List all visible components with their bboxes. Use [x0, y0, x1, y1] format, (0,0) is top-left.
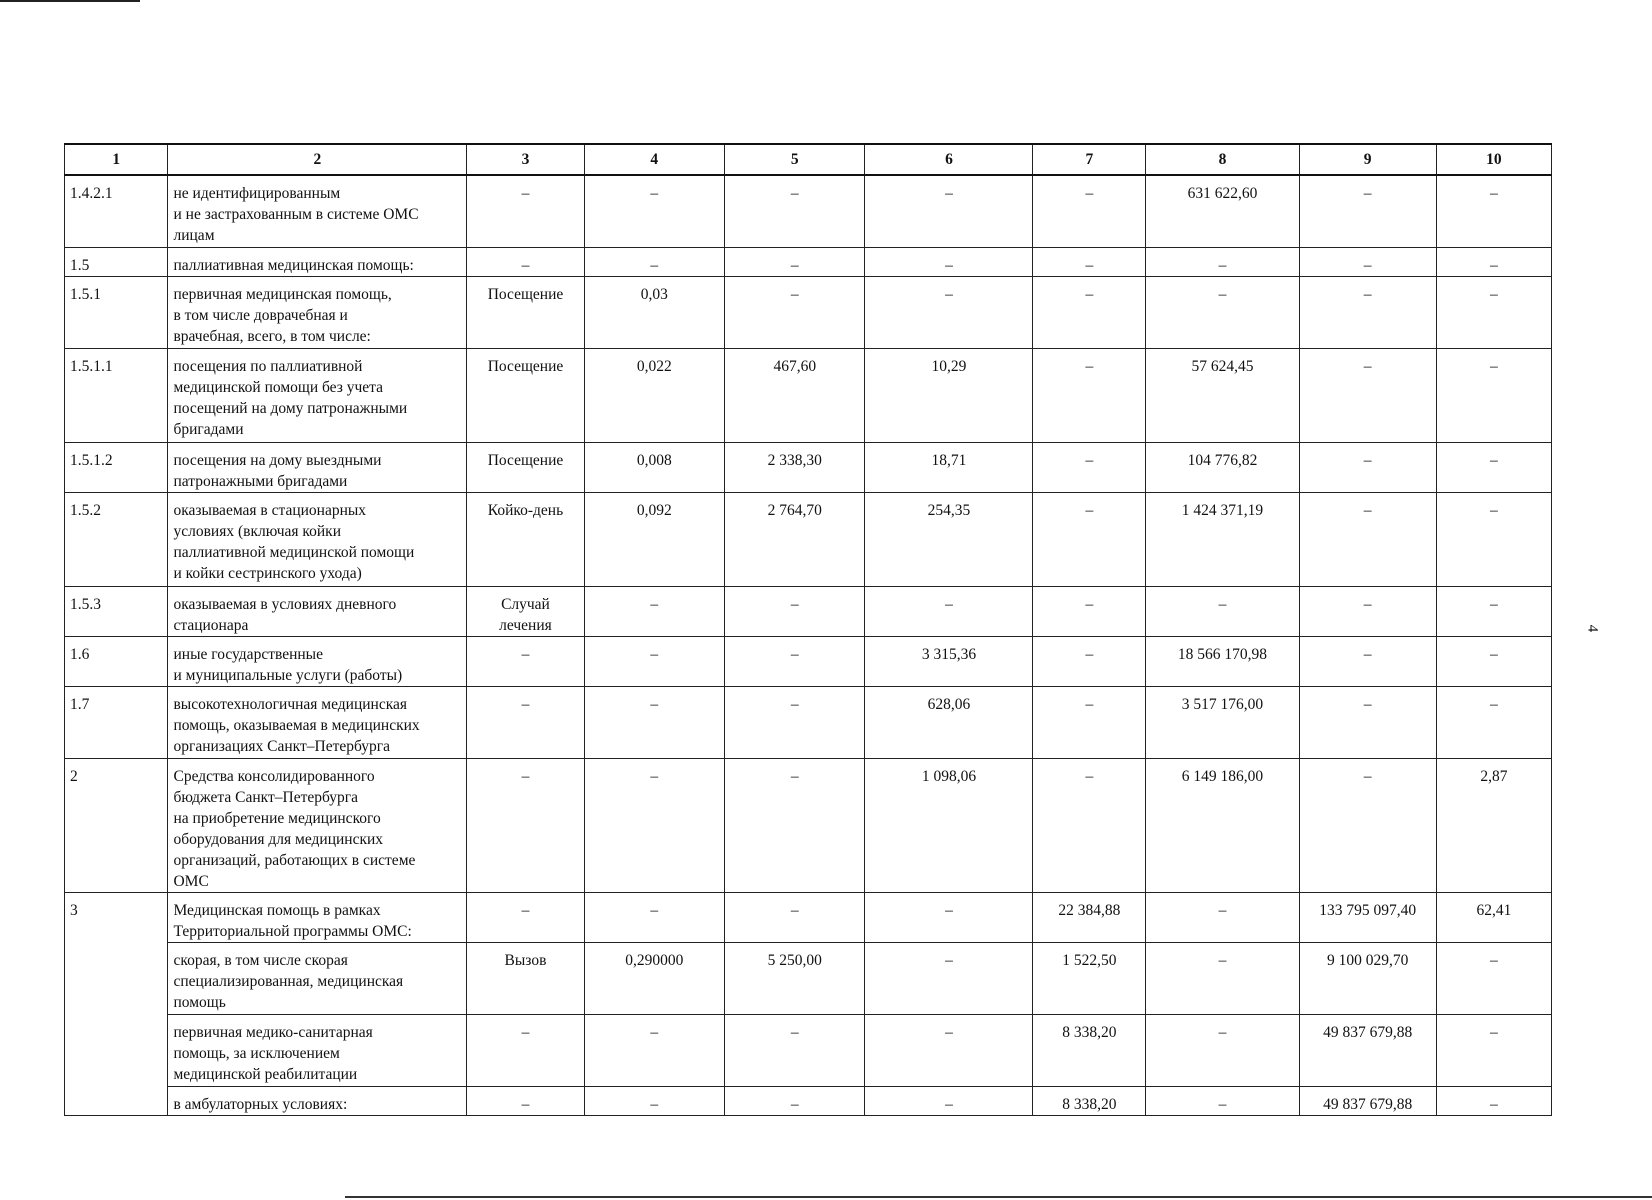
row-value-cell-col5: – — [725, 1086, 865, 1115]
row-value-cell-col7: – — [1033, 758, 1146, 892]
row-description-cell: в амбулаторных условиях: — [168, 1086, 467, 1115]
row-value-cell-col4: 0,008 — [584, 442, 724, 492]
row-value-cell-col10: – — [1436, 686, 1551, 758]
row-code-cell: 1.7 — [65, 686, 168, 758]
row-description-cell: скорая, в том числе скорая специализированная, медицинская помощь — [168, 942, 467, 1014]
row-value-cell-col9: – — [1299, 686, 1436, 758]
row-value-cell-col5: – — [725, 1014, 865, 1086]
row-value-cell-col10: – — [1436, 175, 1551, 247]
row-code-cell: 1.5.1.2 — [65, 442, 168, 492]
row-value-cell-col10: 62,41 — [1436, 892, 1551, 942]
row-value-cell-col6: – — [865, 1086, 1033, 1115]
row-code-cell: 1.4.2.1 — [65, 175, 168, 247]
row-value-cell-col10: – — [1436, 492, 1551, 586]
row-value-cell-col9: – — [1299, 442, 1436, 492]
row-value-cell-col8: – — [1146, 247, 1299, 276]
column-header-9: 9 — [1299, 144, 1436, 175]
row-value-cell-col7: – — [1033, 442, 1146, 492]
column-header-1: 1 — [65, 144, 168, 175]
row-value-cell-col8: – — [1146, 276, 1299, 348]
row-value-cell-col5: – — [725, 758, 865, 892]
table-row — [65, 586, 1552, 636]
row-value-cell-col8: 57 624,45 — [1146, 348, 1299, 442]
row-value-cell-col7: – — [1033, 492, 1146, 586]
table-row — [65, 942, 1552, 1014]
row-value-cell-col6: 254,35 — [865, 492, 1033, 586]
row-description-cell: первичная медицинская помощь, в том числе доврачебная и врачебная, всего, в том числе: — [168, 276, 467, 348]
row-value-cell-col4: 0,022 — [584, 348, 724, 442]
column-header-5: 5 — [725, 144, 865, 175]
row-value-cell-col7: 22 384,88 — [1033, 892, 1146, 942]
row-value-cell-col10: – — [1436, 636, 1551, 686]
row-value-cell-col3: – — [467, 636, 584, 686]
row-code-cell: 1.5.1.1 — [65, 348, 168, 442]
row-value-cell-col10: – — [1436, 586, 1551, 636]
row-value-cell-col4: – — [584, 892, 724, 942]
column-header-8: 8 — [1146, 144, 1299, 175]
column-header-7: 7 — [1033, 144, 1146, 175]
row-value-cell-col4: – — [584, 758, 724, 892]
row-value-cell-col6: 3 315,36 — [865, 636, 1033, 686]
row-value-cell-col9: – — [1299, 636, 1436, 686]
table-row — [65, 175, 1552, 247]
data-table — [64, 143, 1552, 1116]
row-value-cell-col7: – — [1033, 636, 1146, 686]
page-number: 4 — [1584, 624, 1601, 633]
row-value-cell-col10: – — [1436, 1086, 1551, 1115]
row-value-cell-col9: – — [1299, 492, 1436, 586]
column-header-2: 2 — [168, 144, 467, 175]
row-value-cell-col10: – — [1436, 276, 1551, 348]
row-value-cell-col4: 0,290000 — [584, 942, 724, 1014]
row-value-cell-col6: 1 098,06 — [865, 758, 1033, 892]
row-value-cell-col3: – — [467, 892, 584, 942]
table-row — [65, 276, 1552, 348]
row-value-cell-col4: 0,03 — [584, 276, 724, 348]
row-value-cell-col5: 467,60 — [725, 348, 865, 442]
row-value-cell-col8: 3 517 176,00 — [1146, 686, 1299, 758]
table-row — [65, 348, 1552, 442]
row-value-cell-col7: – — [1033, 276, 1146, 348]
row-value-cell-col4: – — [584, 686, 724, 758]
scan-artifact-bottom-line — [345, 1196, 1652, 1198]
row-value-cell-col6: – — [865, 175, 1033, 247]
table-row — [65, 1086, 1552, 1115]
row-value-cell-col9: – — [1299, 586, 1436, 636]
column-header-6: 6 — [865, 144, 1033, 175]
table-row — [65, 247, 1552, 276]
row-code-cell: 2 — [65, 758, 168, 892]
row-value-cell-col7: 8 338,20 — [1033, 1086, 1146, 1115]
row-value-cell-col4: 0,092 — [584, 492, 724, 586]
column-header-4: 4 — [584, 144, 724, 175]
row-value-cell-col5: 5 250,00 — [725, 942, 865, 1014]
scan-artifact-top-line — [0, 0, 140, 2]
row-value-cell-col7: – — [1033, 175, 1146, 247]
row-value-cell-col4: – — [584, 586, 724, 636]
row-value-cell-col6: 10,29 — [865, 348, 1033, 442]
row-value-cell-col5: – — [725, 686, 865, 758]
row-value-cell-col4: – — [584, 636, 724, 686]
row-value-cell-col6: 628,06 — [865, 686, 1033, 758]
table-row — [65, 892, 1552, 942]
row-value-cell-col9: – — [1299, 276, 1436, 348]
row-description-cell: посещения на дому выездными патронажными бригадами — [168, 442, 467, 492]
row-code-cell: 1.5.2 — [65, 492, 168, 586]
row-value-cell-col4: – — [584, 1086, 724, 1115]
row-value-cell-col3: Койко-день — [467, 492, 584, 586]
row-value-cell-col8: – — [1146, 1014, 1299, 1086]
row-value-cell-col4: – — [584, 247, 724, 276]
row-value-cell-col10: 2,87 — [1436, 758, 1551, 892]
row-value-cell-col10: – — [1436, 247, 1551, 276]
table-body — [65, 175, 1552, 1115]
row-value-cell-col4: – — [584, 1014, 724, 1086]
header-row — [65, 144, 1552, 175]
row-value-cell-col6: 18,71 — [865, 442, 1033, 492]
row-value-cell-col7: – — [1033, 247, 1146, 276]
row-value-cell-col9: 49 837 679,88 — [1299, 1086, 1436, 1115]
row-value-cell-col10: – — [1436, 348, 1551, 442]
row-value-cell-col3: – — [467, 247, 584, 276]
row-value-cell-col9: – — [1299, 348, 1436, 442]
row-value-cell-col3: – — [467, 1014, 584, 1086]
row-value-cell-col8: 18 566 170,98 — [1146, 636, 1299, 686]
table-row — [65, 686, 1552, 758]
row-value-cell-col8: – — [1146, 892, 1299, 942]
row-value-cell-col3: Посещение — [467, 348, 584, 442]
row-value-cell-col8: 104 776,82 — [1146, 442, 1299, 492]
row-value-cell-col8: 631 622,60 — [1146, 175, 1299, 247]
row-value-cell-col8: – — [1146, 942, 1299, 1014]
row-value-cell-col3: – — [467, 758, 584, 892]
column-header-10: 10 — [1436, 144, 1551, 175]
row-value-cell-col9: – — [1299, 247, 1436, 276]
row-value-cell-col6: – — [865, 276, 1033, 348]
row-value-cell-col8: – — [1146, 586, 1299, 636]
row-value-cell-col5: 2 764,70 — [725, 492, 865, 586]
row-value-cell-col5: – — [725, 636, 865, 686]
table-row — [65, 636, 1552, 686]
row-value-cell-col10: – — [1436, 442, 1551, 492]
row-value-cell-col3: Вызов — [467, 942, 584, 1014]
row-value-cell-col3: – — [467, 686, 584, 758]
row-value-cell-col3: Посещение — [467, 442, 584, 492]
row-value-cell-col4: – — [584, 175, 724, 247]
row-value-cell-col9: – — [1299, 758, 1436, 892]
column-header-3: 3 — [467, 144, 584, 175]
row-value-cell-col6: – — [865, 1014, 1033, 1086]
row-value-cell-col10: – — [1436, 1014, 1551, 1086]
row-value-cell-col8: – — [1146, 1086, 1299, 1115]
row-value-cell-col5: – — [725, 175, 865, 247]
row-value-cell-col3: – — [467, 1086, 584, 1115]
row-description-cell: паллиативная медицинская помощь: — [168, 247, 467, 276]
row-description-cell: не идентифицированным и не застрахованным в системе ОМС лицам — [168, 175, 467, 247]
table-row — [65, 758, 1552, 892]
table-row — [65, 492, 1552, 586]
row-value-cell-col6: – — [865, 892, 1033, 942]
row-value-cell-col9: – — [1299, 175, 1436, 247]
row-value-cell-col3: Случай лечения — [467, 586, 584, 636]
table-row — [65, 1014, 1552, 1086]
row-value-cell-col7: – — [1033, 586, 1146, 636]
row-value-cell-col6: – — [865, 942, 1033, 1014]
row-value-cell-col3: Посещение — [467, 276, 584, 348]
row-value-cell-col5: – — [725, 247, 865, 276]
row-code-cell: 1.5.1 — [65, 276, 168, 348]
table-row — [65, 442, 1552, 492]
row-code-cell: 1.6 — [65, 636, 168, 686]
row-value-cell-col7: 1 522,50 — [1033, 942, 1146, 1014]
row-description-cell: Медицинская помощь в рамках Территориальной программы ОМС: — [168, 892, 467, 942]
row-value-cell-col9: 133 795 097,40 — [1299, 892, 1436, 942]
row-value-cell-col5: – — [725, 276, 865, 348]
row-value-cell-col5: – — [725, 586, 865, 636]
row-value-cell-col7: – — [1033, 686, 1146, 758]
row-description-cell: высокотехнологичная медицинская помощь, оказываемая в медицинских организациях Санкт–Петербурга — [168, 686, 467, 758]
row-value-cell-col9: 9 100 029,70 — [1299, 942, 1436, 1014]
row-code-cell: 3 — [65, 892, 168, 1115]
row-description-cell: посещения по паллиативной медицинской помощи без учета посещений на дому патронажными бригадами — [168, 348, 467, 442]
row-description-cell: оказываемая в условиях дневного стационара — [168, 586, 467, 636]
row-value-cell-col8: 1 424 371,19 — [1146, 492, 1299, 586]
row-value-cell-col7: – — [1033, 348, 1146, 442]
row-description-cell: первичная медико-санитарная помощь, за исключением медицинской реабилитации — [168, 1014, 467, 1086]
row-value-cell-col6: – — [865, 247, 1033, 276]
row-value-cell-col5: – — [725, 892, 865, 942]
row-value-cell-col10: – — [1436, 942, 1551, 1014]
row-code-cell: 1.5 — [65, 247, 168, 276]
row-description-cell: оказываемая в стационарных условиях (включая койки паллиативной медицинской помощи и койки сестринского ухода) — [168, 492, 467, 586]
row-description-cell: иные государственные и муниципальные услуги (работы) — [168, 636, 467, 686]
row-value-cell-col8: 6 149 186,00 — [1146, 758, 1299, 892]
row-value-cell-col3: – — [467, 175, 584, 247]
row-value-cell-col7: 8 338,20 — [1033, 1014, 1146, 1086]
row-value-cell-col6: – — [865, 586, 1033, 636]
row-value-cell-col5: 2 338,30 — [725, 442, 865, 492]
row-code-cell: 1.5.3 — [65, 586, 168, 636]
row-description-cell: Средства консолидированного бюджета Санкт–Петербурга на приобретение медицинского оборудования для медицинских организаций, работающих в системе ОМС — [168, 758, 467, 892]
row-value-cell-col9: 49 837 679,88 — [1299, 1014, 1436, 1086]
